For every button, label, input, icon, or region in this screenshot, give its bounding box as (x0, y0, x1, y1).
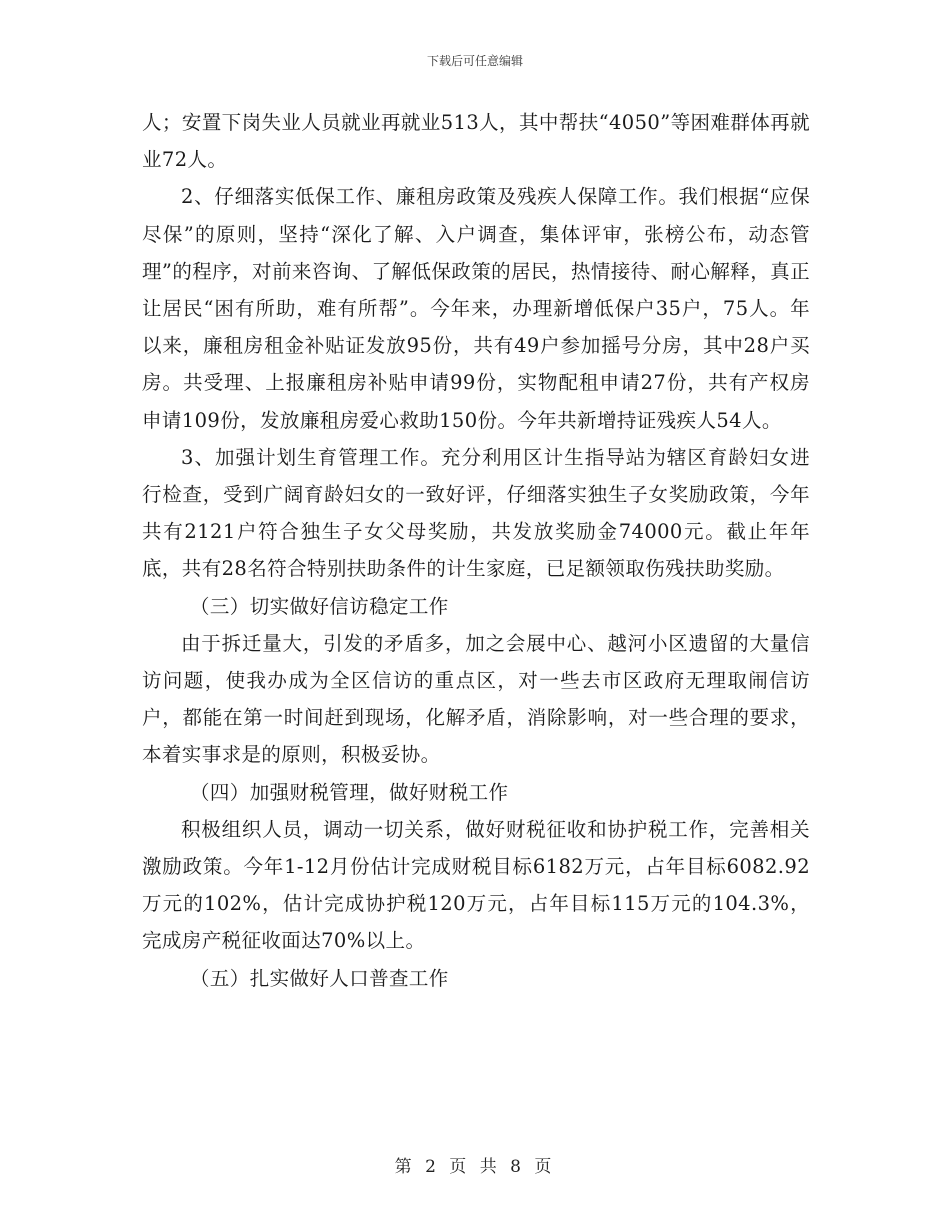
page-header: 下载后可任意编辑 (426, 54, 523, 68)
document-body (142, 104, 810, 997)
paragraph-continuation: 人；安置下岗失业人员就业再就业513人，其中帮扶“4050”等困难群体再就业72人。 (142, 111, 810, 172)
paragraph-finance-tax: 积极组织人员，调动一切关系，做好财税征收和协护税工作，完善相关激励政策。今年1-12月份估计完成财税目标6182万元，占年目标6082.92万元的102%，估计完成协护税120万元，占年目标115万元的104.3%，完成房产税征收面达70%以上。 (142, 817, 810, 953)
page-number: 第 2 页 共 8 页 (394, 1157, 556, 1177)
section-heading-petition: （三）切实做好信访稳定工作 (190, 594, 449, 618)
section-heading-census: （五）扎实做好人口普查工作 (190, 966, 449, 990)
section-heading-finance-tax: （四）加强财税管理，做好财税工作 (190, 780, 509, 804)
paragraph-petition: 由于拆迁量大，引发的矛盾多，加之会展中心、越河小区遗留的大量信访问题，使我办成为全区信访的重点区，对一些去市区政府无理取闹信访户，都能在第一时间赶到现场，化解矛盾，消除影响，对一些合理的要求，本着实事求是的原则，积极妥协。 (142, 631, 810, 767)
paragraph-family-planning: 3、加强计划生育管理工作。充分利用区计生指导站为辖区育龄妇女进行检查，受到广阔育龄妇女的一致好评，仔细落实独生子女奖励政策，今年共有2121户符合独生子女父母奖励，共发放奖励金74000元。截止年年底，共有28名符合特别扶助条件的计生家庭，已足额领取伤残扶助奖励。 (142, 445, 810, 581)
paragraph-low-income-housing-disability: 2、仔细落实低保工作、廉租房政策及残疾人保障工作。我们根据“应保尽保”的原则，坚持“深化了解、入户调查，集体评审，张榜公布，动态管理”的程序，对前来咨询、了解低保政策的居民，热情接待、耐心解释，真正让居民“困有所助，难有所帮”。今年来，办理新增低保户35户，75人。年以来，廉租房租金补贴证发放95份，共有49户参加摇号分房，其中28户买房。共受理、上报廉租房补贴申请99份，实物配租申请27份，共有产权房申请109份，发放廉租房爱心救助150份。今年共新增持证残疾人54人。 (142, 185, 810, 432)
